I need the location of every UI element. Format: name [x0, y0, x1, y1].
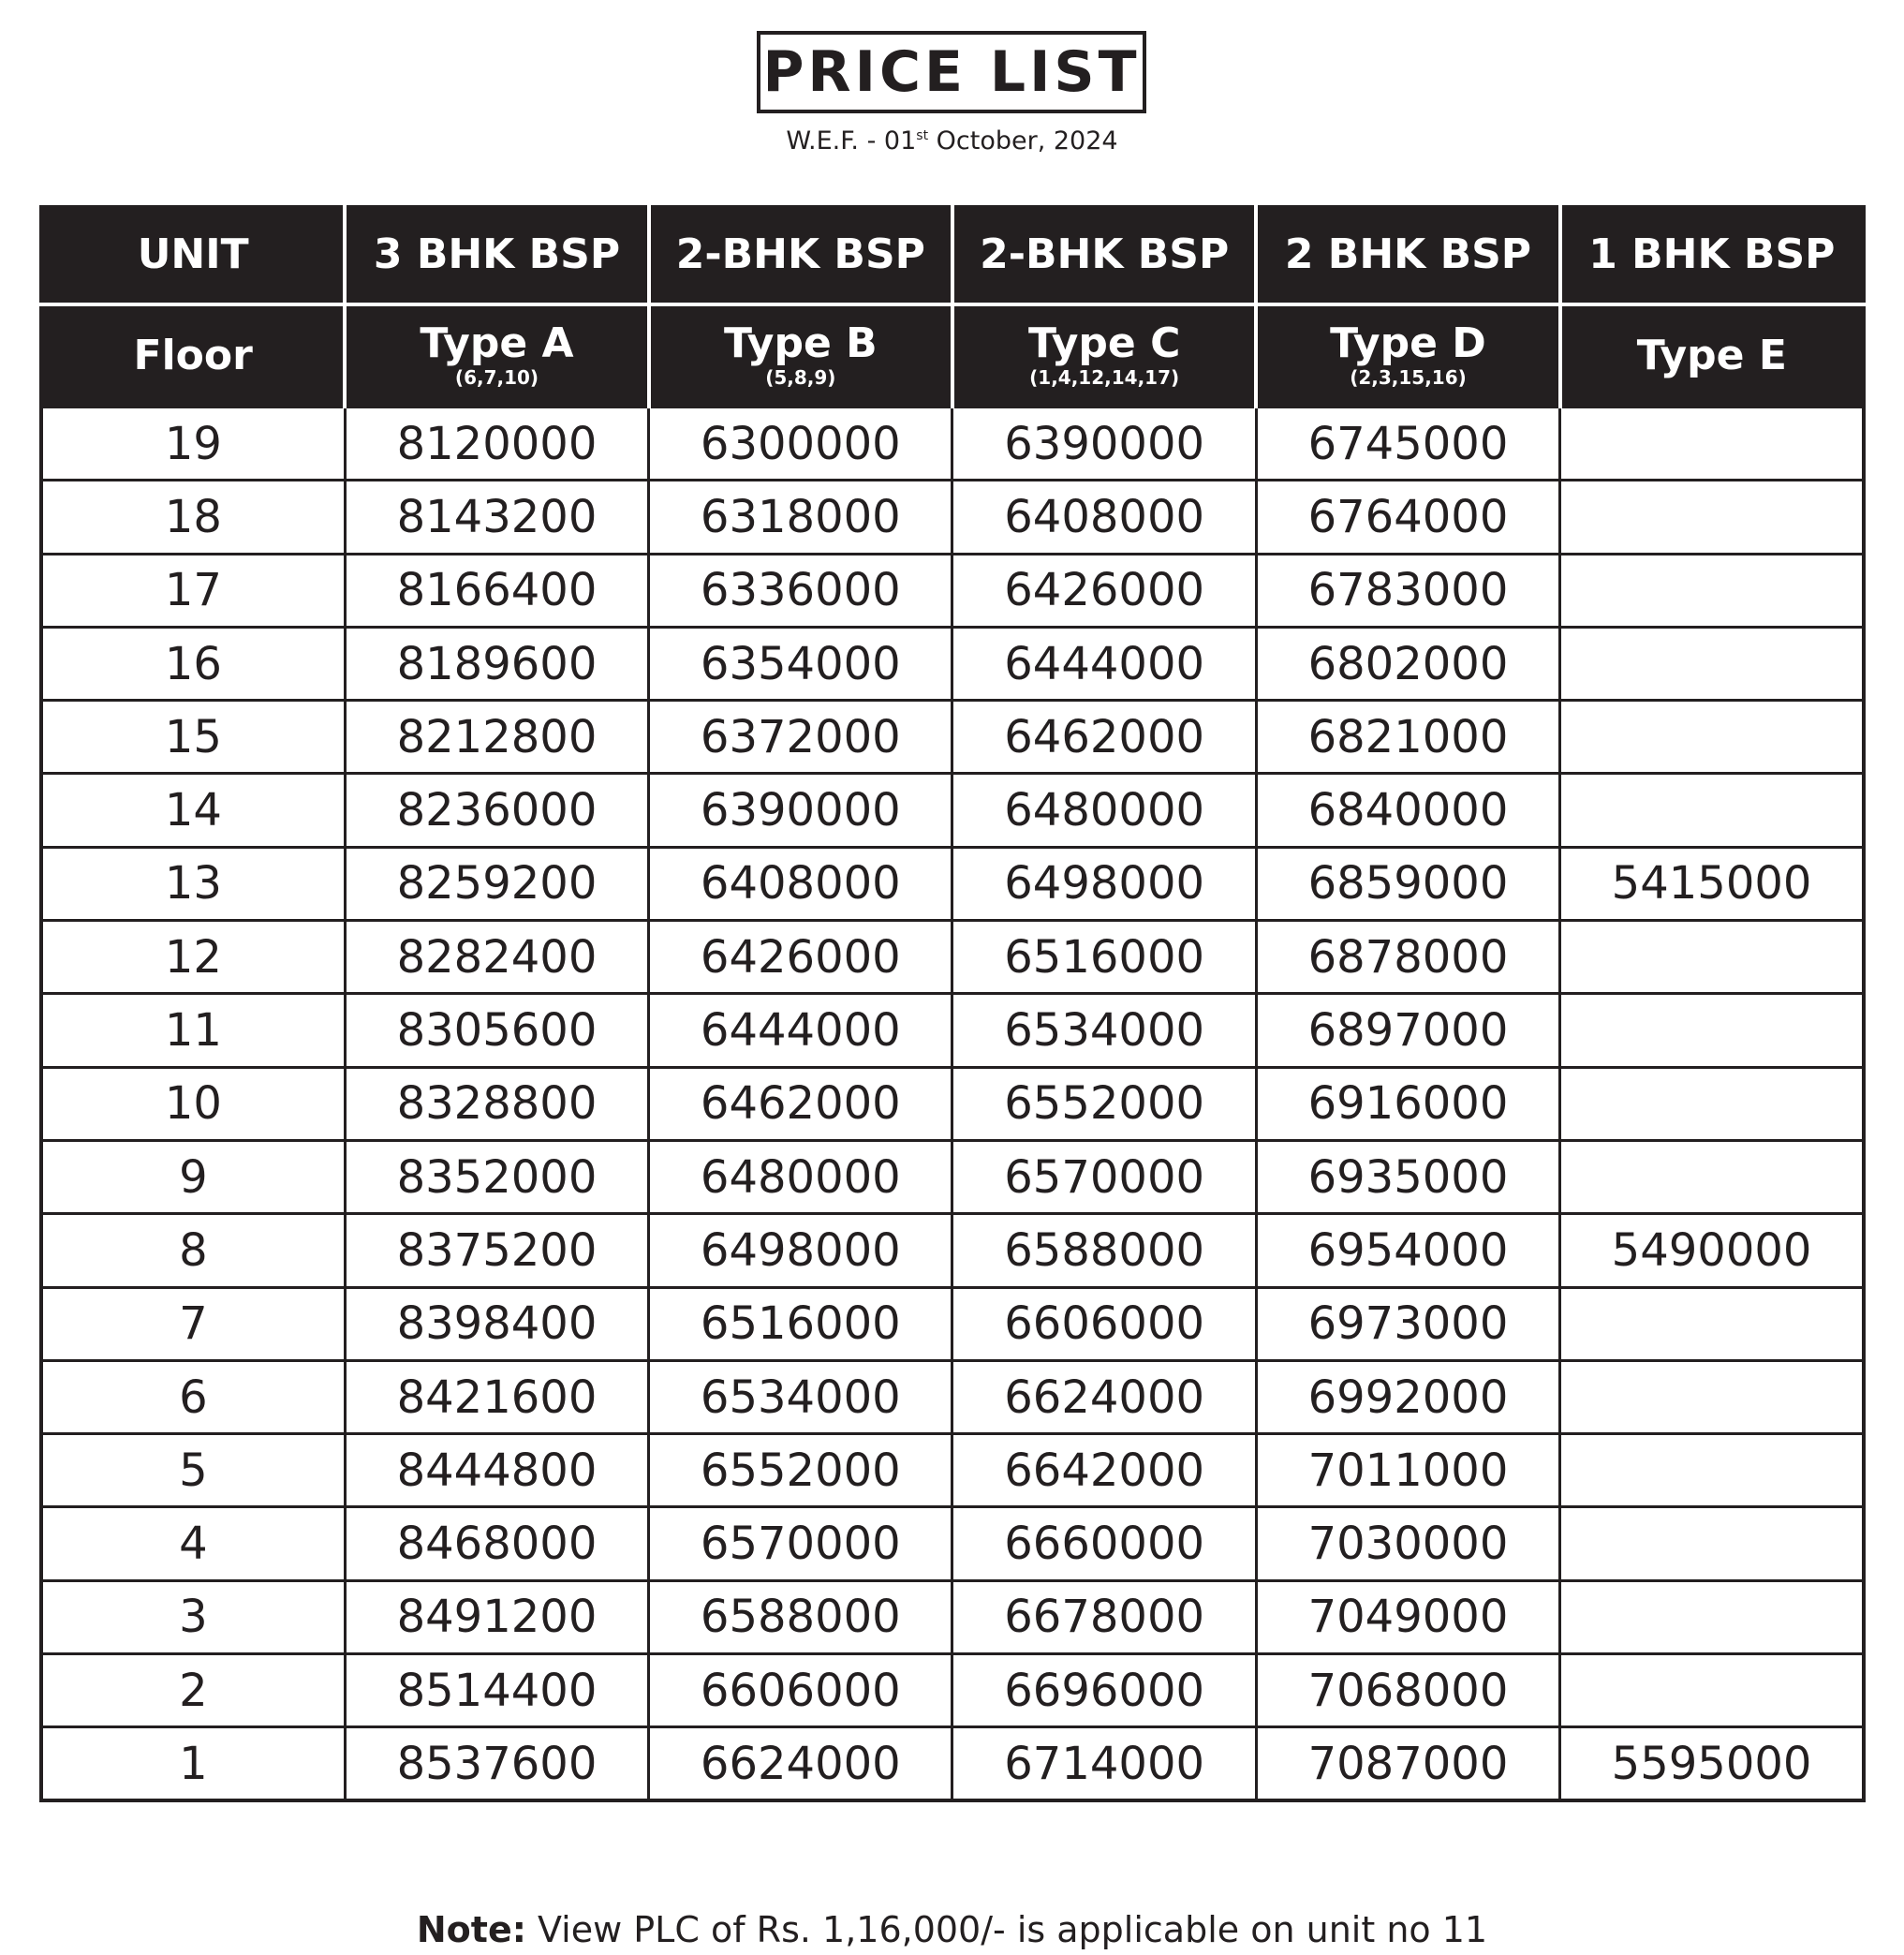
price-cell: 6534000: [952, 994, 1256, 1067]
price-cell: [1560, 921, 1864, 994]
price-cell: 6300000: [649, 407, 952, 481]
floor-cell: 4: [41, 1507, 345, 1580]
type-header-5: [1560, 304, 1864, 407]
price-cell: 6480000: [952, 774, 1256, 847]
effective-date-ordinal: st: [916, 128, 929, 143]
price-cell: 6552000: [649, 1434, 952, 1507]
price-cell: 6570000: [649, 1507, 952, 1580]
price-cell: 6878000: [1256, 921, 1559, 994]
effective-date-suffix: October, 2024: [928, 126, 1118, 156]
note-text: View PLC of Rs. 1,16,000/- is applicable on unit no 11: [525, 1909, 1488, 1950]
table-row: [41, 1067, 1864, 1140]
price-cell: 6696000: [952, 1654, 1256, 1727]
table-row: [41, 1360, 1864, 1433]
price-cell: 6480000: [649, 1140, 952, 1213]
price-cell: 5415000: [1560, 847, 1864, 920]
price-cell: 6606000: [649, 1654, 952, 1727]
floor-cell: 17: [41, 554, 345, 627]
page-title-text: PRICE LIST: [762, 39, 1141, 105]
price-table-body: [41, 407, 1864, 1801]
price-cell: [1560, 481, 1864, 554]
type-header-label: Type E: [1636, 332, 1787, 379]
price-cell: 6552000: [952, 1067, 1256, 1140]
floor-cell: 14: [41, 774, 345, 847]
price-cell: 8120000: [345, 407, 648, 481]
note-label: Note:: [416, 1909, 526, 1950]
price-cell: [1560, 1287, 1864, 1360]
header-row-type: [41, 304, 1864, 407]
column-header-3: 2-BHK BSP: [952, 205, 1256, 304]
price-cell: 6462000: [649, 1067, 952, 1140]
price-cell: [1560, 994, 1864, 1067]
table-row: [41, 994, 1864, 1067]
price-cell: 6408000: [952, 481, 1256, 554]
price-table: [39, 205, 1866, 1802]
table-row: [41, 481, 1864, 554]
floor-cell: 8: [41, 1214, 345, 1287]
type-header-label: Type C: [1027, 319, 1181, 367]
table-row: [41, 1507, 1864, 1580]
price-cell: [1560, 554, 1864, 627]
price-cell: 6516000: [649, 1287, 952, 1360]
price-cell: 6390000: [952, 407, 1256, 481]
price-cell: 6764000: [1256, 481, 1559, 554]
table-row: [41, 1654, 1864, 1727]
price-cell: 7087000: [1256, 1727, 1559, 1800]
price-cell: 8189600: [345, 627, 648, 700]
table-row: [41, 1580, 1864, 1653]
price-cell: 6821000: [1256, 701, 1559, 774]
price-cell: 6624000: [952, 1360, 1256, 1433]
type-header-4: [1256, 304, 1559, 407]
price-cell: 8259200: [345, 847, 648, 920]
price-cell: 6783000: [1256, 554, 1559, 627]
header-row-unit: [41, 205, 1864, 304]
floor-cell: 3: [41, 1580, 345, 1653]
price-cell: 6336000: [649, 554, 952, 627]
price-cell: 6534000: [649, 1360, 952, 1433]
floor-cell: 7: [41, 1287, 345, 1360]
price-cell: 6916000: [1256, 1067, 1559, 1140]
price-cell: 6570000: [952, 1140, 1256, 1213]
column-header-0: UNIT: [41, 205, 345, 304]
table-row: [41, 847, 1864, 920]
price-cell: [1560, 1580, 1864, 1653]
table-row: [41, 701, 1864, 774]
column-header-4: 2 BHK BSP: [1256, 205, 1559, 304]
type-header-label: Type B: [723, 319, 878, 367]
price-cell: [1560, 1140, 1864, 1213]
price-cell: 8421600: [345, 1360, 648, 1433]
page-title: [757, 31, 1146, 113]
price-cell: 6444000: [952, 627, 1256, 700]
floor-cell: 11: [41, 994, 345, 1067]
price-cell: 8305600: [345, 994, 648, 1067]
type-header-units: (2,3,15,16): [1350, 366, 1467, 389]
type-header-1: [345, 304, 648, 407]
price-cell: 6745000: [1256, 407, 1559, 481]
price-cell: 7049000: [1256, 1580, 1559, 1653]
price-cell: 8444800: [345, 1434, 648, 1507]
type-header-label: Floor: [133, 332, 253, 379]
effective-date-prefix: W.E.F. - 01: [786, 126, 917, 156]
table-row: [41, 774, 1864, 847]
price-cell: 6802000: [1256, 627, 1559, 700]
price-cell: 6840000: [1256, 774, 1559, 847]
price-cell: [1560, 1360, 1864, 1433]
type-header-2: [649, 304, 952, 407]
floor-cell: 19: [41, 407, 345, 481]
price-cell: 5595000: [1560, 1727, 1864, 1800]
price-cell: 7011000: [1256, 1434, 1559, 1507]
price-cell: [1560, 1654, 1864, 1727]
price-cell: 8212800: [345, 701, 648, 774]
price-cell: [1560, 1067, 1864, 1140]
price-cell: 6714000: [952, 1727, 1256, 1800]
price-cell: 7068000: [1256, 1654, 1559, 1727]
price-cell: [1560, 774, 1864, 847]
floor-cell: 1: [41, 1727, 345, 1800]
price-cell: [1560, 701, 1864, 774]
floor-cell: 9: [41, 1140, 345, 1213]
type-header-label: Type A: [420, 319, 574, 367]
price-cell: 6462000: [952, 701, 1256, 774]
price-cell: 8398400: [345, 1287, 648, 1360]
price-cell: 6660000: [952, 1507, 1256, 1580]
price-cell: 8236000: [345, 774, 648, 847]
type-header-label: Type D: [1330, 319, 1486, 367]
price-cell: 8352000: [345, 1140, 648, 1213]
column-header-1: 3 BHK BSP: [345, 205, 648, 304]
table-row: [41, 1727, 1864, 1800]
price-cell: 6935000: [1256, 1140, 1559, 1213]
price-cell: 6859000: [1256, 847, 1559, 920]
effective-date: [0, 126, 1904, 156]
price-cell: 6408000: [649, 847, 952, 920]
footer-note: [0, 1909, 1904, 1950]
price-cell: 6498000: [952, 847, 1256, 920]
price-cell: 6354000: [649, 627, 952, 700]
price-cell: 7030000: [1256, 1507, 1559, 1580]
price-cell: 8328800: [345, 1067, 648, 1140]
floor-cell: 6: [41, 1360, 345, 1433]
price-cell: 6426000: [952, 554, 1256, 627]
price-cell: 8491200: [345, 1580, 648, 1653]
type-header-units: (6,7,10): [454, 366, 539, 389]
price-cell: 8514400: [345, 1654, 648, 1727]
price-cell: 6897000: [1256, 994, 1559, 1067]
type-header-3: [952, 304, 1256, 407]
type-header-0: [41, 304, 345, 407]
price-cell: 6642000: [952, 1434, 1256, 1507]
price-cell: 6973000: [1256, 1287, 1559, 1360]
price-cell: [1560, 407, 1864, 481]
price-cell: 6318000: [649, 481, 952, 554]
price-cell: 6444000: [649, 994, 952, 1067]
price-cell: 6588000: [952, 1214, 1256, 1287]
floor-cell: 15: [41, 701, 345, 774]
table-row: [41, 1434, 1864, 1507]
floor-cell: 18: [41, 481, 345, 554]
price-cell: 8282400: [345, 921, 648, 994]
price-cell: 5490000: [1560, 1214, 1864, 1287]
price-cell: 8143200: [345, 481, 648, 554]
column-header-5: 1 BHK BSP: [1560, 205, 1864, 304]
table-row: [41, 1214, 1864, 1287]
price-cell: [1560, 1434, 1864, 1507]
table-row: [41, 627, 1864, 700]
type-header-units: (5,8,9): [765, 366, 836, 389]
floor-cell: 12: [41, 921, 345, 994]
price-cell: 6624000: [649, 1727, 952, 1800]
table-row: [41, 407, 1864, 481]
table-row: [41, 921, 1864, 994]
price-cell: 6954000: [1256, 1214, 1559, 1287]
table-row: [41, 554, 1864, 627]
column-header-2: 2-BHK BSP: [649, 205, 952, 304]
floor-cell: 13: [41, 847, 345, 920]
price-cell: 6390000: [649, 774, 952, 847]
price-cell: [1560, 1507, 1864, 1580]
price-cell: 8468000: [345, 1507, 648, 1580]
price-cell: 8537600: [345, 1727, 648, 1800]
price-cell: 6426000: [649, 921, 952, 994]
price-cell: 8166400: [345, 554, 648, 627]
floor-cell: 2: [41, 1654, 345, 1727]
floor-cell: 10: [41, 1067, 345, 1140]
type-header-units: (1,4,12,14,17): [1029, 366, 1180, 389]
price-cell: 6588000: [649, 1580, 952, 1653]
price-cell: 6516000: [952, 921, 1256, 994]
floor-cell: 5: [41, 1434, 345, 1507]
price-cell: 6992000: [1256, 1360, 1559, 1433]
table-row: [41, 1140, 1864, 1213]
floor-cell: 16: [41, 627, 345, 700]
table-row: [41, 1287, 1864, 1360]
price-cell: 6372000: [649, 701, 952, 774]
price-cell: 8375200: [345, 1214, 648, 1287]
price-cell: 6606000: [952, 1287, 1256, 1360]
price-cell: 6498000: [649, 1214, 952, 1287]
price-cell: 6678000: [952, 1580, 1256, 1653]
price-cell: [1560, 627, 1864, 700]
